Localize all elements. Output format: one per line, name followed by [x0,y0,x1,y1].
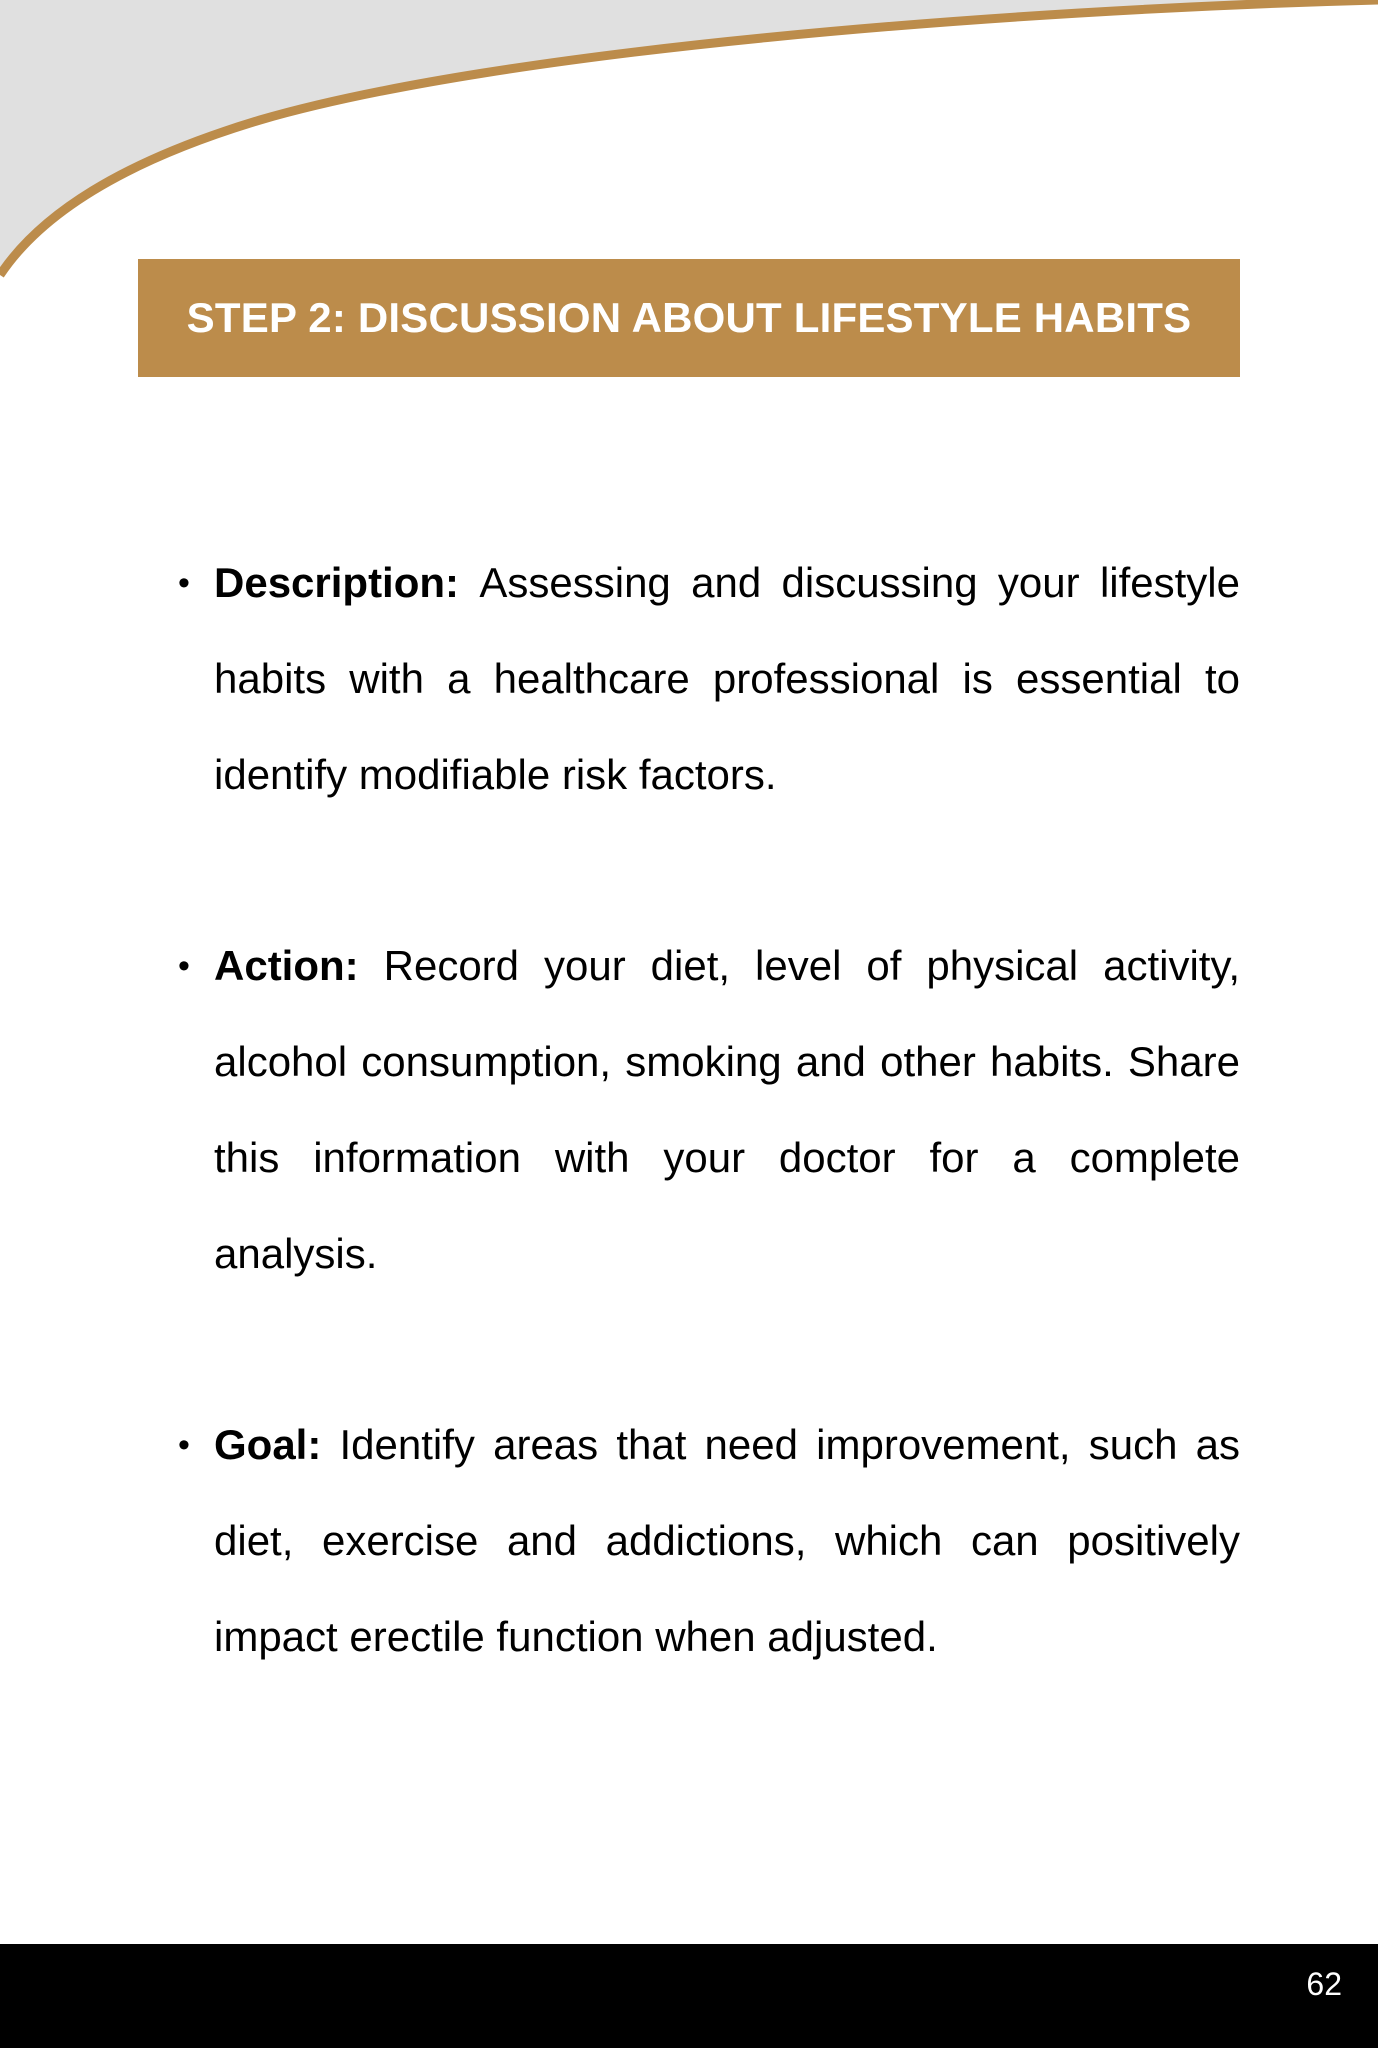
bullet-list [170,535,1240,1780]
footer-bar [0,1944,1378,2048]
bullet-icon: • [178,564,190,602]
item-label: Description: [214,559,480,606]
item-text: Record your diet, level of physical activity, alcohol consumption, smoking and other habits. Share this information with your doctor for a complete analysis. [214,942,1240,1277]
list-item-goal [170,1397,1240,1685]
page-number: 62 [1306,1966,1342,2002]
bullet-icon: • [178,1426,190,1464]
step-banner [138,259,1240,377]
list-item-action [170,918,1240,1302]
item-label: Action: [214,942,384,989]
bullet-icon: • [178,947,190,985]
item-text: Assessing and discussing your lifestyle habits with a healthcare professional is essential to identify modifiable risk factors. [214,559,1240,798]
step-title: STEP 2: DISCUSSION ABOUT LIFESTYLE HABITS [186,294,1192,341]
list-item-description [170,535,1240,823]
header-decoration [0,0,1378,300]
item-text: Identify areas that need improvement, such as diet, exercise and addictions, which can positively impact erectile function when adjusted. [214,1421,1240,1660]
item-label: Goal: [214,1421,340,1468]
